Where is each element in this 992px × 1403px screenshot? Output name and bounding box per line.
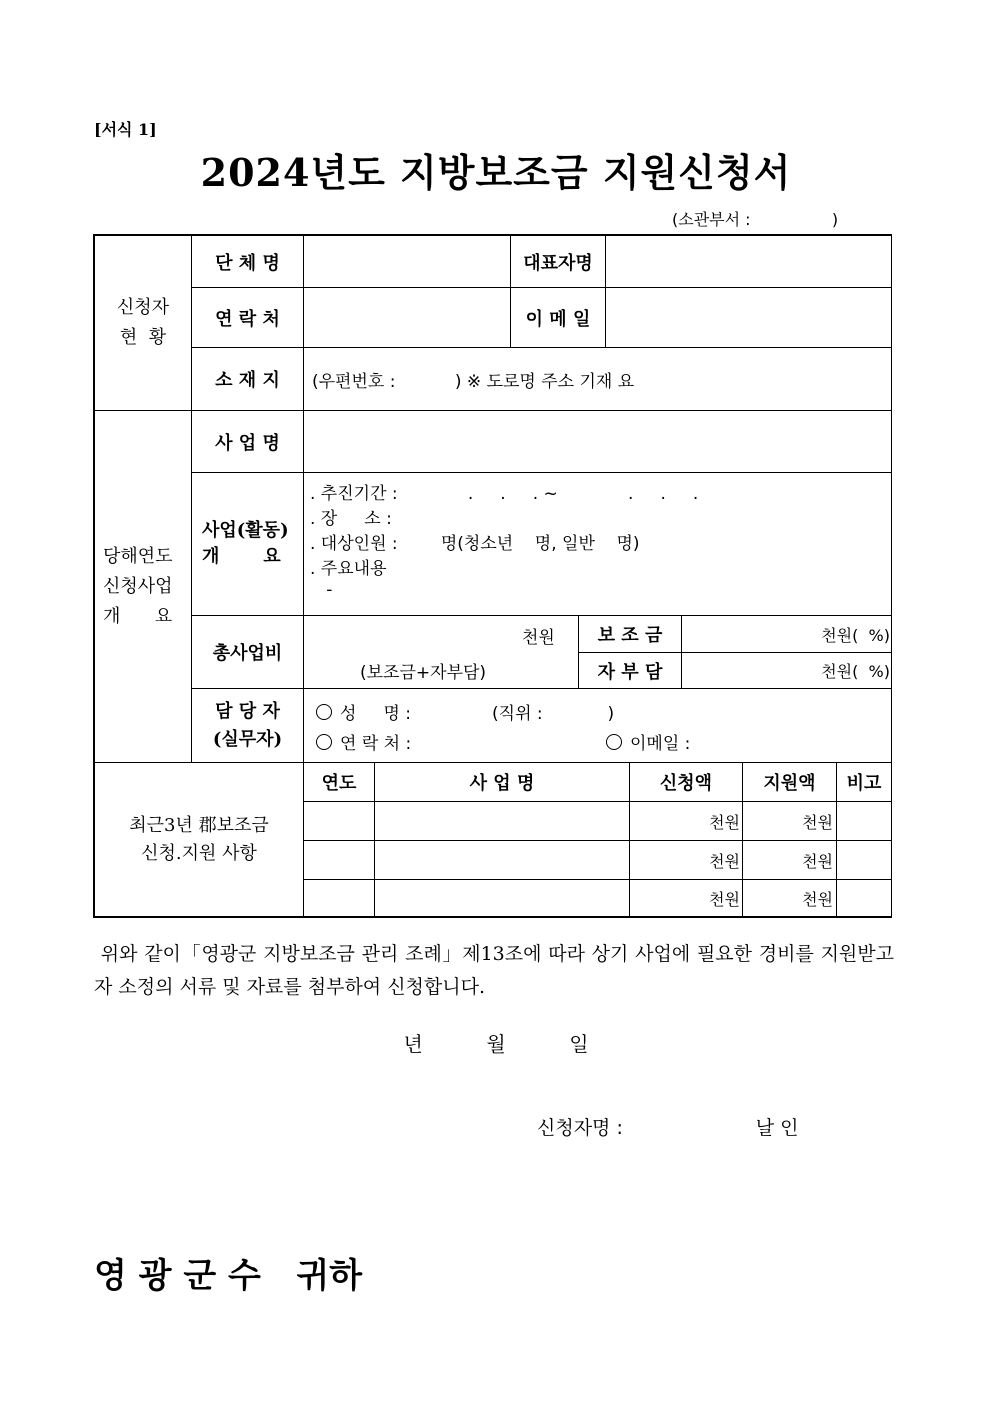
col-header-note: 비고 bbox=[846, 773, 882, 794]
radio-circle-icon bbox=[316, 734, 332, 750]
col-header-granted: 지원액 bbox=[763, 773, 816, 794]
total-cost-unit: 천원 bbox=[522, 628, 555, 648]
total-cost-note: (보조금+자부담) bbox=[360, 663, 487, 683]
department-field: (소관부서 : ) bbox=[672, 210, 839, 229]
subsidy-label: 보 조 금 bbox=[597, 625, 663, 646]
form-number-label: [서식 1] bbox=[94, 120, 157, 139]
statement-paragraph bbox=[94, 938, 894, 1004]
overview-participants: . 대상인원 : 명(청소년 명, 일반 명) bbox=[310, 534, 640, 554]
history-section-header: 최근3년 郡보조금 신청.지원 사항 bbox=[129, 814, 269, 864]
history-name-cell[interactable] bbox=[375, 880, 629, 916]
project-section-header: 당해연도 신청사업 개 요 bbox=[103, 545, 173, 627]
history-name-cell[interactable] bbox=[375, 841, 629, 879]
overview-details[interactable] bbox=[310, 482, 888, 598]
history-requested-cell[interactable]: 천원 bbox=[709, 889, 740, 909]
representative-label: 대표자명 bbox=[523, 252, 593, 274]
history-name-cell[interactable] bbox=[375, 802, 629, 840]
address-label: 소 재 지 bbox=[215, 370, 280, 391]
addressee: 영 광 군 수 귀하 bbox=[94, 1256, 363, 1296]
history-note-cell[interactable] bbox=[837, 880, 891, 916]
history-granted-cell[interactable]: 천원 bbox=[802, 812, 833, 832]
project-name-field[interactable] bbox=[304, 411, 891, 472]
col-header-requested: 신청액 bbox=[659, 773, 713, 794]
self-burden-label: 자 부 담 bbox=[597, 661, 663, 683]
org-name-field[interactable] bbox=[304, 236, 510, 287]
page-title: 2024년도 지방보조금 지원신청서 bbox=[200, 150, 792, 195]
overview-period: . 추진기간 : . . . ~ . . . bbox=[310, 484, 699, 504]
email-field[interactable] bbox=[606, 288, 891, 347]
date-line[interactable]: 년 월 일 bbox=[403, 1032, 589, 1056]
col-header-year: 연도 bbox=[321, 773, 357, 794]
history-granted-cell[interactable]: 천원 bbox=[802, 851, 833, 871]
applicant-signature-line[interactable]: 신청자명 : 날 인 bbox=[537, 1117, 799, 1139]
history-granted-cell[interactable]: 천원 bbox=[802, 889, 833, 909]
address-field[interactable]: (우편번호 : ) ※ 도로명 주소 기재 요 bbox=[312, 371, 635, 392]
self-burden-value[interactable]: 천원( %) bbox=[821, 662, 890, 681]
total-cost-label: 총사업비 bbox=[212, 643, 283, 664]
overview-label: 사업(활동) 개 요 bbox=[202, 520, 289, 567]
history-note-cell[interactable] bbox=[837, 841, 891, 879]
overview-bullet: - bbox=[310, 580, 333, 600]
representative-field[interactable] bbox=[606, 236, 891, 287]
radio-circle-icon bbox=[606, 734, 622, 750]
subsidy-value[interactable]: 천원( %) bbox=[821, 625, 890, 645]
manager-contact-field[interactable]: 연 락 처 : bbox=[316, 729, 411, 754]
history-year-cell[interactable] bbox=[304, 880, 374, 916]
statement-text: 위와 같이「영광군 지방보조금 관리 조례」제13조에 따라 상기 사업에 필요한 경비를 지원받고자 소정의 서류 및 자료를 첨부하여 신청합니다. bbox=[94, 943, 894, 998]
history-year-cell[interactable] bbox=[304, 802, 374, 840]
email-label: 이 메 일 bbox=[525, 308, 591, 330]
history-year-cell[interactable] bbox=[304, 841, 374, 879]
project-name-label: 사 업 명 bbox=[215, 432, 280, 454]
applicant-section-header: 신청자 현 황 bbox=[116, 297, 170, 348]
col-header-project-name: 사 업 명 bbox=[469, 773, 535, 794]
manager-label: 담 당 자 (실무자) bbox=[212, 700, 283, 750]
history-requested-cell[interactable]: 천원 bbox=[709, 851, 740, 871]
overview-main-content: . 주요내용 bbox=[310, 559, 387, 579]
manager-email-field[interactable]: 이메일 : bbox=[606, 729, 690, 754]
overview-location: . 장 소 : bbox=[310, 509, 392, 529]
history-requested-cell[interactable]: 천원 bbox=[709, 812, 740, 832]
history-note-cell[interactable] bbox=[837, 802, 891, 840]
contact-label: 연 락 처 bbox=[215, 308, 280, 330]
contact-field[interactable] bbox=[304, 288, 510, 347]
manager-name-field[interactable]: 성 명 : (직위 : ) bbox=[316, 699, 614, 724]
radio-circle-icon bbox=[316, 704, 332, 720]
org-name-label: 단 체 명 bbox=[215, 252, 280, 274]
